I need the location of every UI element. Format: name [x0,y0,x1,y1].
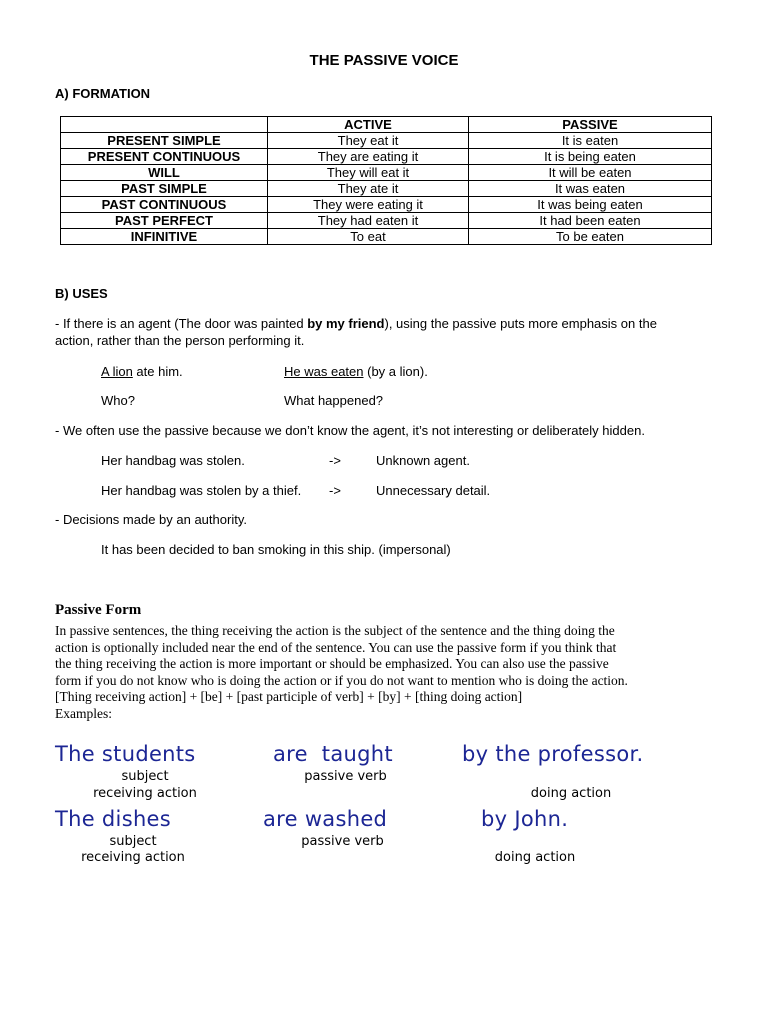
passive-form: It was being eaten [469,197,712,213]
table-row [61,197,712,213]
underlined-subject: A lion [101,364,133,379]
active-form: To eat [268,229,469,245]
tense-name: INFINITIVE [61,229,268,245]
tense-name: PRESENT SIMPLE [61,133,268,149]
active-form: They eat it [268,133,469,149]
example2-verb-label: passive verb [301,834,384,849]
example2-subject-label: subject [109,834,157,849]
passive-form: To be eaten [469,229,712,245]
table-header-cell: PASSIVE [469,117,712,133]
example-text: (by a lion). [363,364,428,379]
passive-form-line: the thing receiving the action is more important or should be emphasized. You can also use the passive [55,656,609,671]
arrow: -> [329,453,341,468]
example-sentence: It has been decided to ban smoking in this ship. (impersonal) [101,542,451,557]
passive-form-line: form if you do not know who is doing the action or if you do not want to mention who is doing the action. [55,672,628,688]
example1-agent-label: doing action [530,786,612,801]
table-header-cell: ACTIVE [268,117,469,133]
passive-form-line: In passive sentences, the thing receiving the action is the subject of the sentence and the thing doing the [55,623,615,638]
unknown-agent-paragraph: - We often use the passive because we don’t know the agent, it’s not interesting or deliberately hidden. [55,423,645,438]
table-row [61,181,712,197]
tense-name: PAST SIMPLE [61,181,268,197]
active-form: They ate it [268,181,469,197]
passive-form-heading: Passive Form [55,602,142,618]
active-form: They were eating it [268,197,469,213]
active-example [101,364,183,379]
table-header-cell [61,117,268,133]
table-row [61,213,712,229]
passive-formula: [Thing receiving action] + [be] + [past participle of verb] + [by] + [thing doing action] [55,689,523,704]
example-sentence: Her handbag was stolen. [101,453,245,468]
underlined-passive: He was eaten [284,364,364,379]
agent-text: ), using the passive puts more emphasis on the [384,316,657,331]
passive-example [284,364,428,379]
example2-subject-label: receiving action [81,850,185,865]
table-row [61,229,712,245]
active-form: They had eaten it [268,213,469,229]
example1-agent: by the professor. [462,742,644,766]
passive-form: It is eaten [469,133,712,149]
tense-name: WILL [61,165,268,181]
tense-table [60,116,712,245]
agent-bold-text: by my friend [307,316,385,331]
example1-verb: are taught [273,742,393,766]
example2-verb: are washed [263,807,388,831]
example-note: Unnecessary detail. [376,483,491,498]
tense-name: PAST PERFECT [61,213,268,229]
example1-subject: The students [55,742,196,766]
table-row [61,149,712,165]
formation-heading: A) FORMATION [55,86,151,101]
table-row [61,165,712,181]
tense-name: PAST CONTINUOUS [61,197,268,213]
example-sentence: Her handbag was stolen by a thief. [101,483,302,498]
active-form: They are eating it [268,149,469,165]
example1-verb-label: passive verb [304,769,387,784]
example-note: Unknown agent. [376,453,470,468]
example1-subject-label: receiving action [93,786,197,801]
table-header-row [61,117,712,133]
tense-name: PRESENT CONTINUOUS [61,149,268,165]
page-title: THE PASSIVE VOICE [309,52,459,69]
passive-form-line: action is optionally included near the end of the sentence. You can use the passive form if you think that [55,639,617,655]
uses-heading: B) USES [55,286,108,301]
example-text: ate him. [132,364,183,379]
question-what: What happened? [284,393,384,408]
example2-agent-label: doing action [494,850,576,865]
passive-form: It was eaten [469,181,712,197]
example2-agent: by John. [481,807,569,831]
passive-form: It will be eaten [469,165,712,181]
active-form: They will eat it [268,165,469,181]
authority-paragraph: - Decisions made by an authority. [55,512,247,527]
example2-subject: The dishes [55,807,172,831]
examples-label: Examples: [55,705,112,721]
example1-subject-label: subject [121,769,169,784]
agent-paragraph-line2: action, rather than the person performing it. [55,333,305,348]
table-row [61,133,712,149]
passive-form: It had been eaten [469,213,712,229]
passive-form: It is being eaten [469,149,712,165]
arrow: -> [329,483,341,498]
agent-text: - If there is an agent (The door was painted [55,316,308,331]
agent-paragraph-line1 [55,316,657,331]
question-who: Who? [101,393,135,408]
